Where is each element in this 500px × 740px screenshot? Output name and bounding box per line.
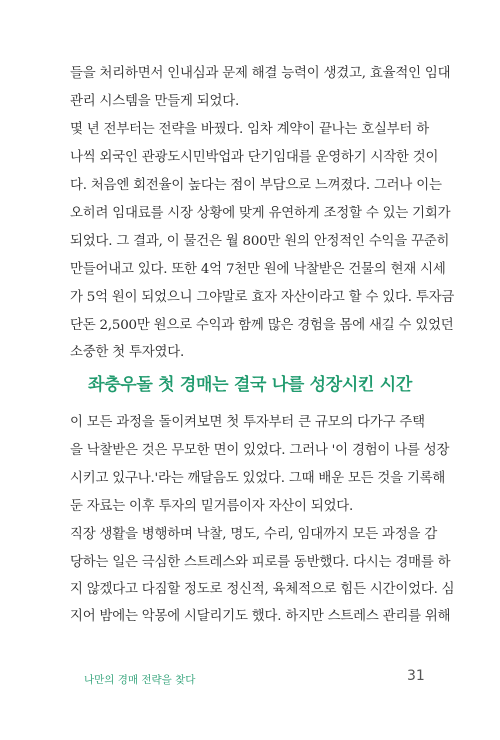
running-footer-title: 나만의 경매 전략을 찾다 (84, 674, 196, 686)
text-line: 다. 처음엔 회전율이 높다는 점이 부담으로 느껴졌다. 그러나 이는 (70, 178, 442, 193)
text-line: 시키고 있구나.'라는 깨달음도 있었다. 그때 배운 모든 것을 기록해 (70, 471, 446, 486)
text-line: 당하는 일은 극심한 스트레스와 피로를 동반했다. 다시는 경매를 하 (70, 555, 451, 570)
text-line: 직장 생활을 병행하며 낙찰, 명도, 수리, 임대까지 모든 과정을 감 (70, 527, 438, 542)
text-line: 지 않겠다고 다짐할 정도로 정신적, 육체적으로 힘든 시간이었다. 심 (70, 582, 455, 597)
text-line: 소중한 첫 투자였다. (70, 345, 185, 360)
text-line: 지어 밤에는 악몽에 시달리기도 했다. 하지만 스트레스 관리를 위해 (70, 609, 451, 624)
text-line: 몇 년 전부터는 전략을 바꿨다. 임차 계약이 끝나는 호실부터 하 (70, 122, 429, 137)
text-line: 가 5억 원이 되었으니 그야말로 효자 자산이라고 할 수 있다. 투자금 (70, 290, 455, 305)
text-line: 나씩 외국인 관광도시민박업과 단기임대를 운영하기 시작한 것이 (70, 150, 439, 165)
text-line: 단돈 2,500만 원으로 수익과 함께 많은 경험을 몸에 새길 수 있었던 (70, 318, 454, 333)
page-number: 31 (407, 668, 425, 684)
text-line: 이 모든 과정을 돌이켜보면 첫 투자부터 큰 규모의 다가구 주택 (70, 415, 425, 430)
text-line: 오히려 임대료를 시장 상황에 맞게 유연하게 조정할 수 있는 기회가 (70, 206, 451, 221)
text-line: 만들어내고 있다. 또한 4억 7천만 원에 낙찰받은 건물의 현재 시세 (70, 262, 446, 277)
text-line: 을 낙찰받은 것은 무모한 면이 있었다. 그러나 '이 경험이 나를 성장 (70, 443, 450, 458)
text-line: 둔 자료는 이후 투자의 밑거름이자 자산이 되었다. (70, 499, 354, 514)
text-line: 되었다. 그 결과, 이 물건은 월 800만 원의 안정적인 수익을 꾸준히 (70, 234, 450, 249)
text-line: 들을 처리하면서 인내심과 문제 해결 능력이 생겼고, 효율적인 임대 (70, 66, 451, 81)
section-heading: 좌충우돌 첫 경매는 결국 나를 성장시킨 시간 (88, 375, 412, 395)
text-line: 관리 시스템을 만들게 되었다. (70, 94, 240, 109)
